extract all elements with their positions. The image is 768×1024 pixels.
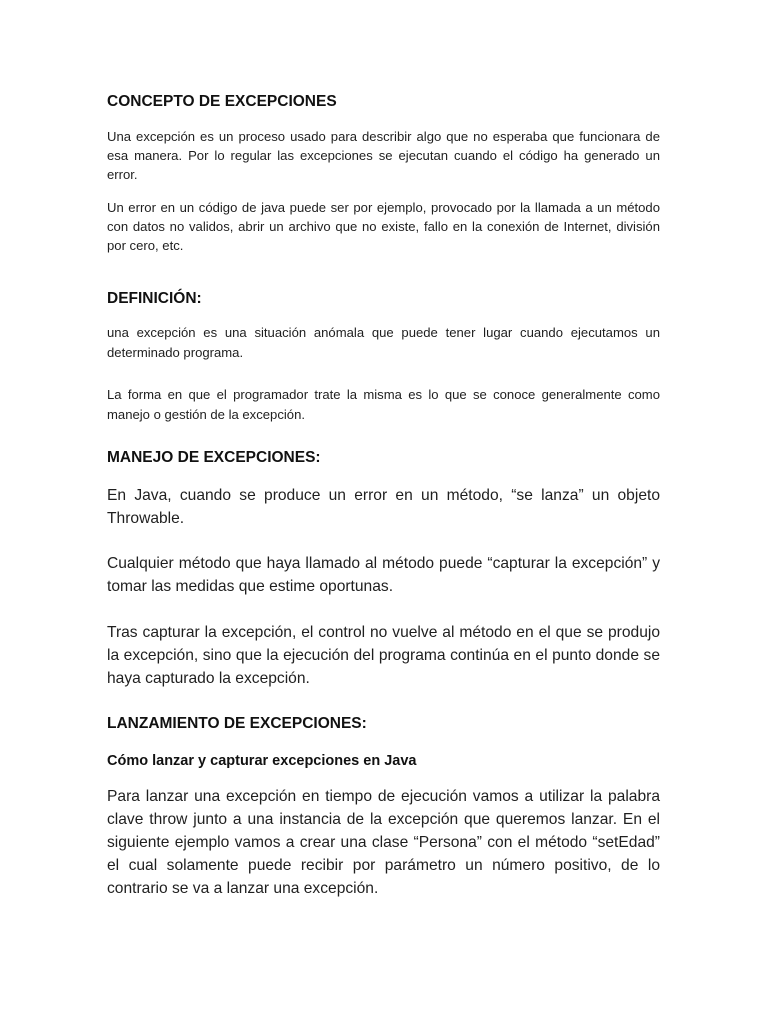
heading-lanzamiento: LANZAMIENTO DE EXCEPCIONES: bbox=[107, 715, 367, 732]
paragraph-definicion-1: una excepción es una situación anómala que puede tener lugar cuando ejecutamos un determinado programa. bbox=[107, 325, 660, 360]
subheading-lanzamiento: Cómo lanzar y capturar excepciones en Java bbox=[107, 753, 417, 769]
paragraph-lanzamiento-1: Para lanzar una excepción en tiempo de ejecución vamos a utilizar la palabra clave throw junto a una instancia de la excepción que queremos lanzar. En el siguiente ejemplo vamos a crear una clase “Persona” con el método “setEdad” el cual solamente puede recibir por parámetro un número positivo, de lo contrario se va a lanzar una excepción. bbox=[107, 788, 660, 897]
heading-concepto: CONCEPTO DE EXCEPCIONES bbox=[107, 93, 337, 110]
heading-definicion: DEFINICIÓN: bbox=[107, 290, 202, 307]
heading-manejo: MANEJO DE EXCEPCIONES: bbox=[107, 449, 321, 466]
paragraph-manejo-1: En Java, cuando se produce un error en un método, “se lanza” un objeto Throwable. bbox=[107, 487, 660, 527]
document-page bbox=[107, 0, 660, 1024]
paragraph-manejo-2: Cualquier método que haya llamado al método puede “capturar la excepción” y tomar las medidas que estime oportunas. bbox=[107, 555, 660, 595]
paragraph-concepto-1: Una excepción es un proceso usado para describir algo que no esperaba que funcionara de esa manera. Por lo regular las excepciones se ejecutan cuando el código ha generado un error. bbox=[107, 129, 660, 182]
paragraph-concepto-2: Un error en un código de java puede ser por ejemplo, provocado por la llamada a un método con datos no validos, abrir un archivo que no existe, fallo en la conexión de Internet, división por cero, etc. bbox=[107, 200, 660, 253]
paragraph-definicion-2: La forma en que el programador trate la misma es lo que se conoce generalmente como manejo o gestión de la excepción. bbox=[107, 387, 660, 422]
paragraph-manejo-3: Tras capturar la excepción, el control no vuelve al método en el que se produjo la excepción, sino que la ejecución del programa continúa en el punto donde se haya capturado la excepción. bbox=[107, 624, 660, 687]
